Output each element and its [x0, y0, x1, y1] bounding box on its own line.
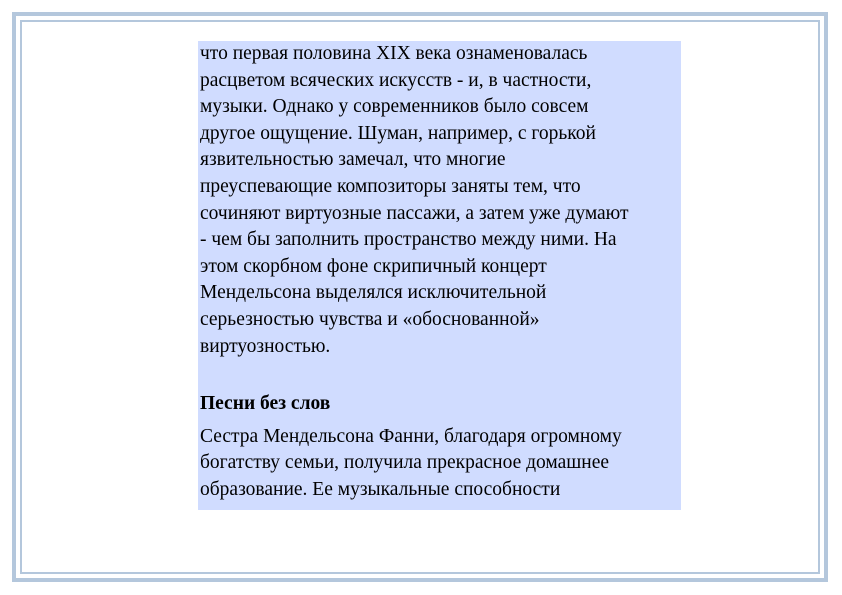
paragraph-2: Сестра Мендельсона Фанни, благодаря огромному богатству семьи, получила прекрасное домашнее образование. Ее музыкальные способности	[200, 425, 622, 500]
section-heading: Песни без слов	[200, 393, 331, 415]
text-box	[198, 41, 681, 510]
paragraph-1: что первая половина XIX века ознаменовалась расцветом всяческих искусств - и, в частности, музыки. Однако у современников было совсем другое ощущение. Шуман, например, с горькой язвительностью замечал, что многие преуспевающие композиторы заняты тем, что сочиняют виртуозные пассажи, а затем уже думают - чем бы заполнить пространство между ними. На этом скорбном фоне скрипичный концерт Мендельсона выделялся исключительной серьезностью чувства и «обоснованной» виртуозностью.	[200, 43, 629, 357]
